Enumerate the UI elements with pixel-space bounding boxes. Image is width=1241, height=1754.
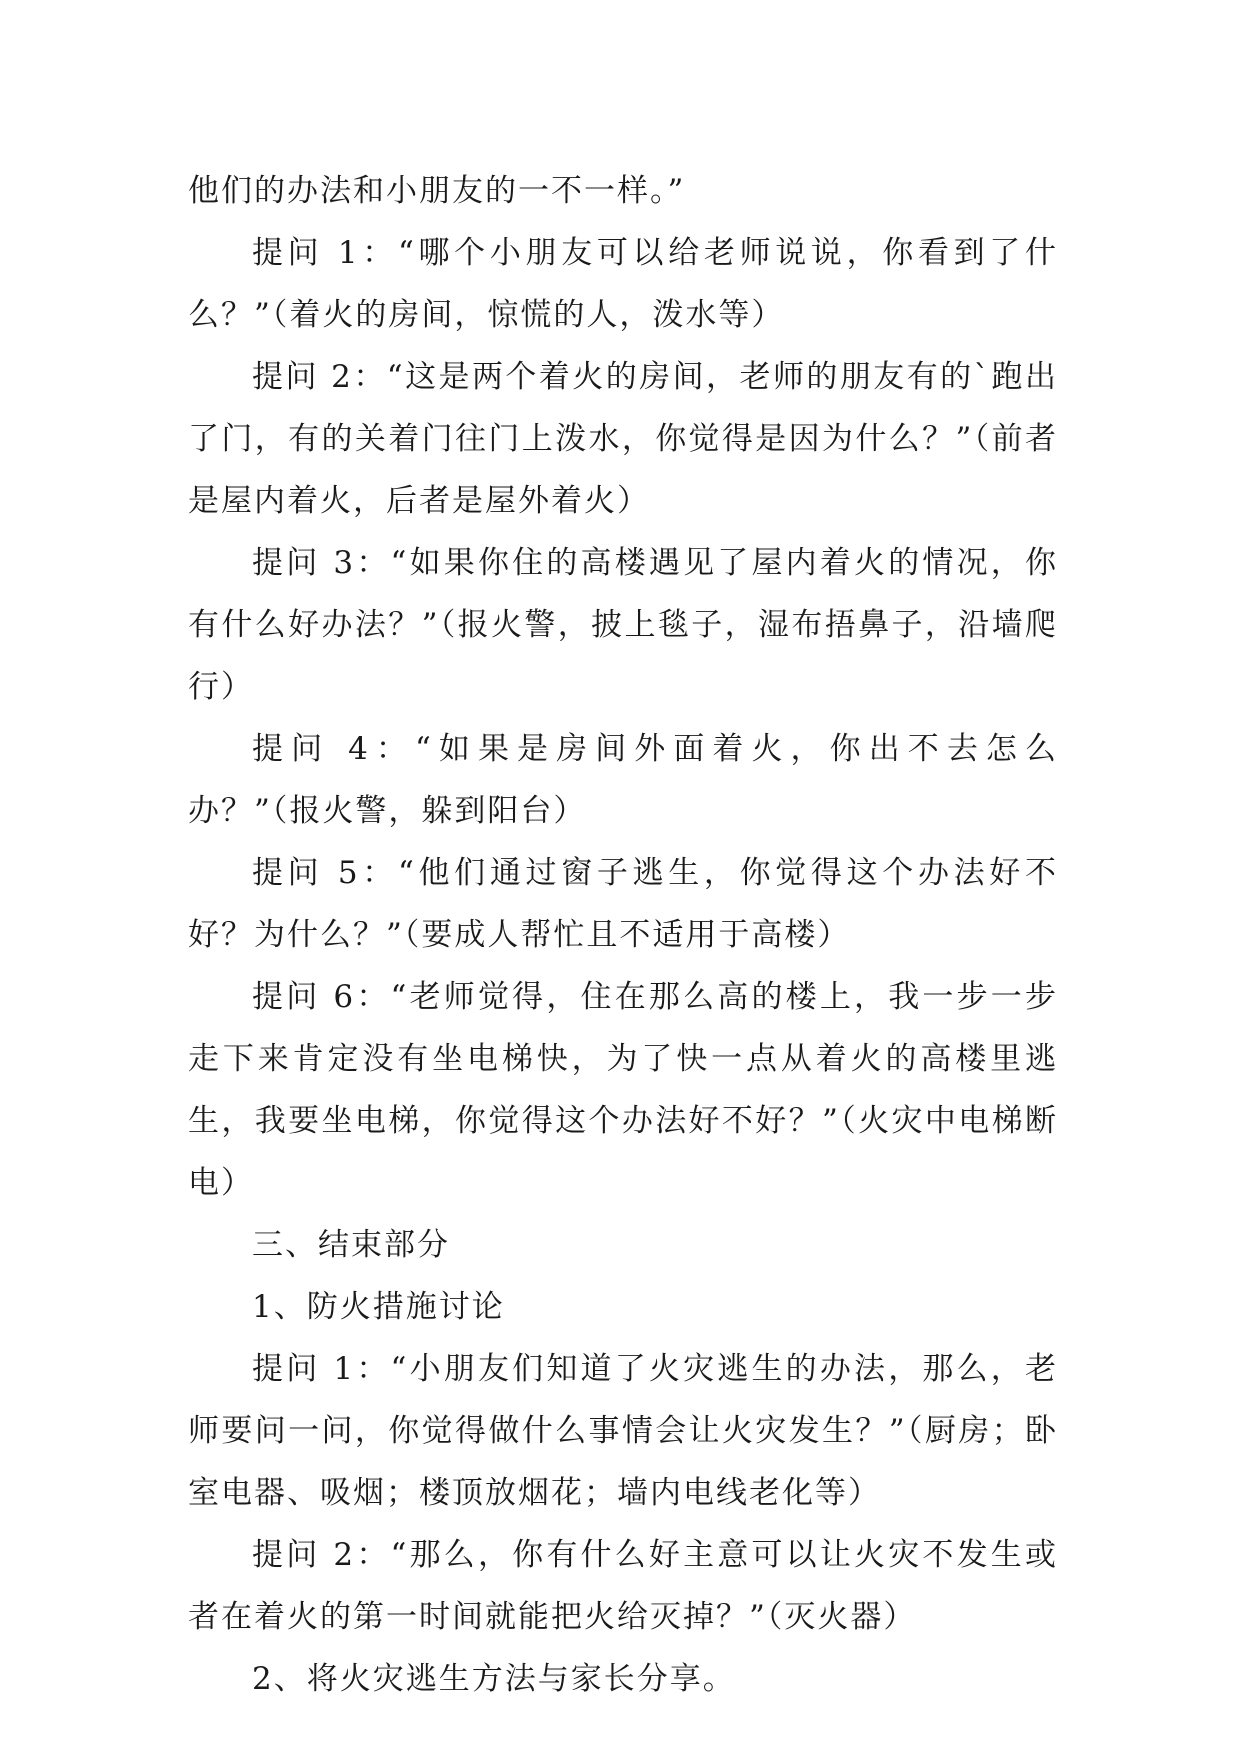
subheading-fire-prevention: 1、防火措施讨论 [252,1289,505,1325]
paragraph-question-4: 提问 4：“如果是房间外面着火，你出不去怎么办？”（报火警，躲到阳台） [188,731,1058,829]
paragraph-question-3: 提问 3：“如果你住的高楼遇见了屋内着火的情况，你有什么好办法？”（报火警，披上毯子，湿布捂鼻子，沿墙爬行） [188,545,1058,705]
paragraph-question-2: 提问 2：“这是两个着火的房间，老师的朋友有的`跑出了门，有的关着门往门上泼水，你觉得是因为什么？”（前者是屋内着火，后者是屋外着火） [188,359,1058,519]
paragraph-prevention-question-2: 提问 2：“那么，你有什么好主意可以让火灾不发生或者在着火的第一时间就能把火给灭掉？”（灭火器） [188,1537,1058,1635]
paragraph-question-5: 提问 5：“他们通过窗子逃生，你觉得这个办法好不好？为什么？”（要成人帮忙且不适用于高楼） [188,855,1058,953]
paragraph-prevention-question-1: 提问 1：“小朋友们知道了火灾逃生的办法，那么，老师要问一问，你觉得做什么事情会让火灾发生？”（厨房；卧室电器、吸烟；楼顶放烟花；墙内电线老化等） [188,1351,1058,1511]
paragraph-continuation: 他们的办法和小朋友的一不一样。” [188,173,686,209]
subheading-share-with-parents: 2、将火灾逃生方法与家长分享。 [252,1661,736,1697]
section-heading-ending: 三、结束部分 [252,1227,450,1263]
paragraph-question-6: 提问 6：“老师觉得，住在那么高的楼上，我一步一步走下来肯定没有坐电梯快，为了快一点从着火的高楼里逃生，我要坐电梯，你觉得这个办法好不好？”（火灾中电梯断电） [188,979,1058,1201]
paragraph-question-1: 提问 1：“哪个小朋友可以给老师说说，你看到了什么？”（着火的房间，惊慌的人，泼水等） [188,235,1058,333]
document-body [188,160,1058,1710]
